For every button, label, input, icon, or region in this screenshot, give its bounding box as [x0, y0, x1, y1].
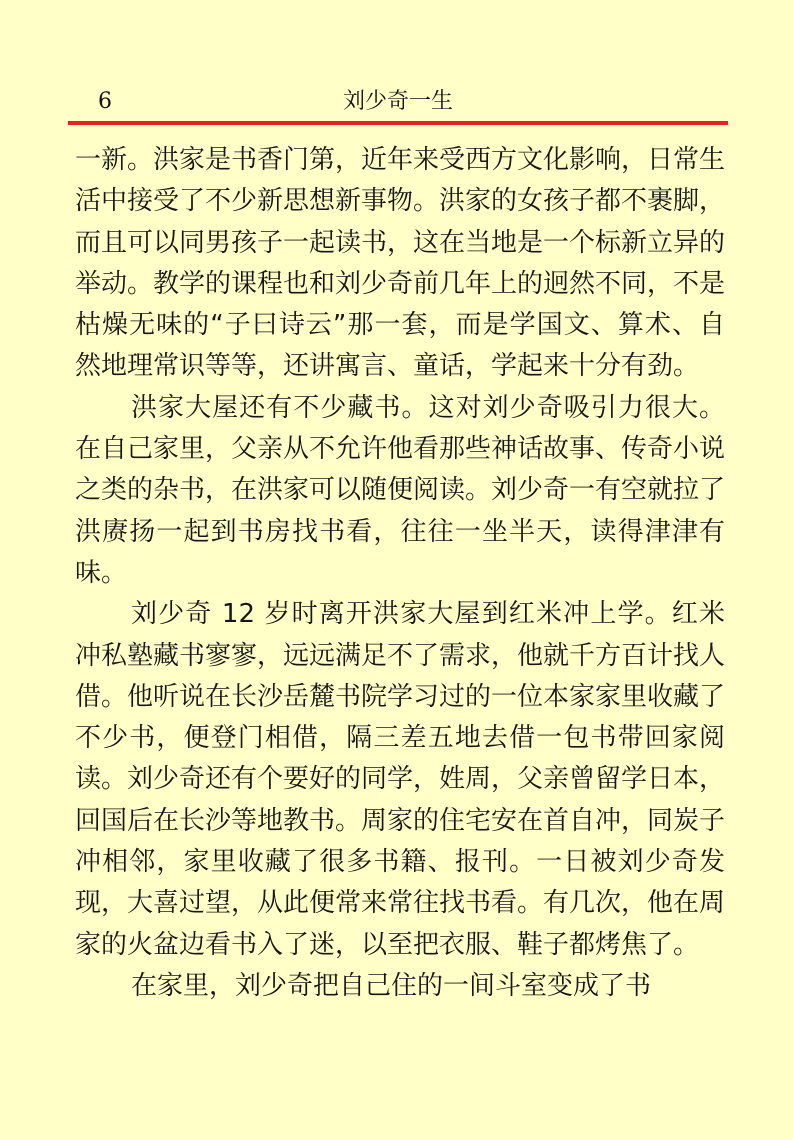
header-divider [68, 121, 728, 125]
paragraph-4: 在家里，刘少奇把自己住的一间斗室变成了书 [131, 970, 652, 1001]
paragraph-1: 一新。洪家是书香门第，近年来受西方文化影响，日常生活中接受了不少新思想新事物。洪家的女孩子都不裹脚，而且可以同男孩子一起读书，这在当地是一个标新立异的举动。教学的课程也和刘少奇前几年上的迥然不同，不是枯燥无味的“子曰诗云”那一套，而是学国文、算术、自然地理常识等等，还讲寓言、童话，学起来十分有劲。 [75, 145, 726, 382]
running-title: 刘少奇一生 [342, 89, 453, 114]
page-header [68, 84, 728, 120]
paragraph-3: 刘少奇 12 岁时离开洪家大屋到红米冲上学。红米冲私塾藏书寥寥，远远满足不了需求，他就千方百计找人借。他听说在长沙岳麓书院学习过的一位本家家里收藏了不少书，便登门相借，隔三差五地去借一包书带回家阅读。刘少奇还有个要好的同学，姓周，父亲曾留学日本，回国后在长沙等地教书。周家的住宅安在首自冲，同炭子冲相邻，家里收藏了很多书籍、报刊。一日被刘少奇发现，大喜过望，从此便常来常往找书看。有几次，他在周家的火盆边看书入了迷，以至把衣服、鞋子都烤焦了。 [75, 599, 726, 960]
body-text [75, 140, 725, 1007]
paragraph-2: 洪家大屋还有不少藏书。这对刘少奇吸引力很大。在自己家里，父亲从不允许他看那些神话故事、传奇小说之类的杂书，在洪家可以随便阅读。刘少奇一有空就拉了洪赓扬一起到书房找书看，往往一坐半天，读得津津有味。 [75, 392, 726, 588]
page-number: 6 [98, 89, 112, 114]
